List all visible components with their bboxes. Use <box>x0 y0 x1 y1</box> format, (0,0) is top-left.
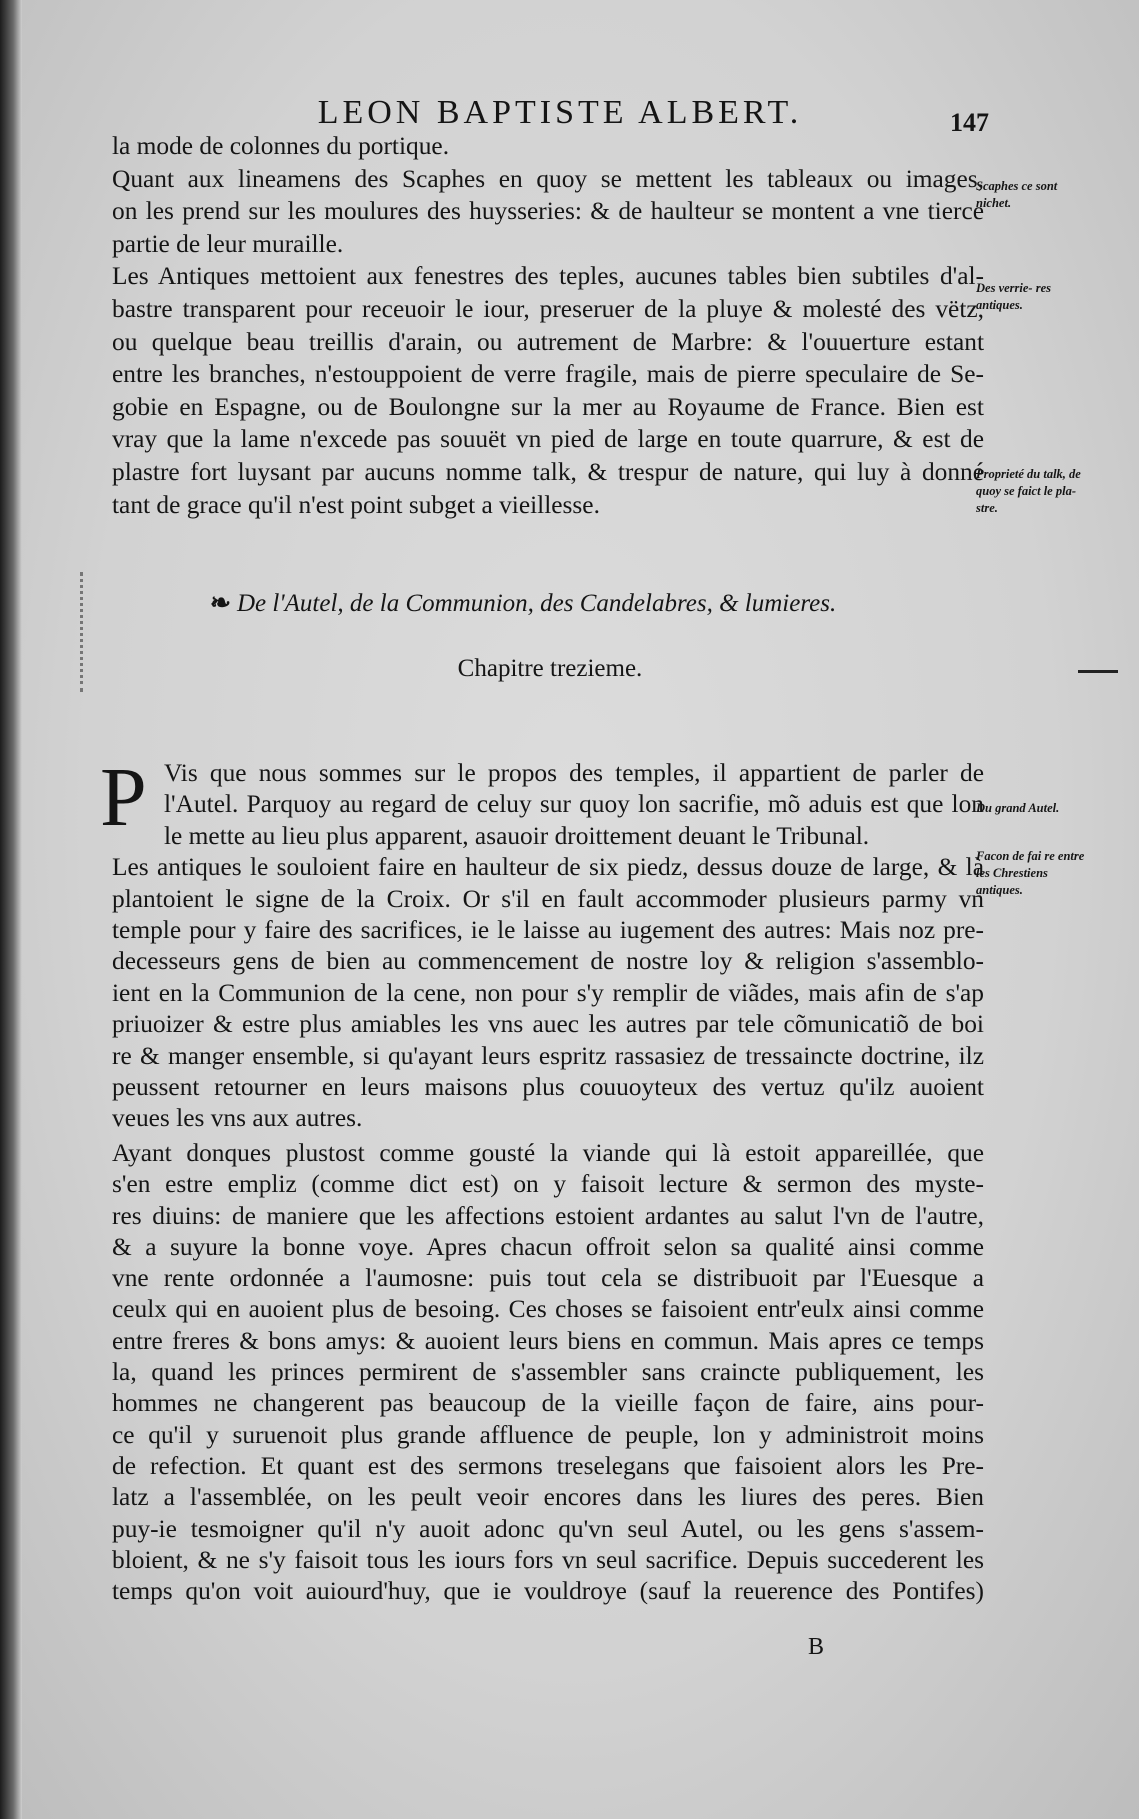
sidenote-facon: Facon de fai re entre les Chrestiens antiques. <box>976 849 1085 897</box>
text-line: la, quand les princes permirent de s'assembler sans craincte publiquement, les <box>112 1358 984 1387</box>
text-line: de refection. Et quant est des sermons treselegans que faisoient alors les Pre- <box>112 1451 984 1480</box>
text-line: vne rente ordonnée a l'aumosne: puis tout cela se distribuoit par l'Euesque a <box>112 1264 984 1293</box>
text-line: puy-ie tesmoigner qu'il n'y auoit adonc qu'vn seul Autel, ou les gens s'assem- <box>112 1514 984 1543</box>
text-line: s'en estre empliz (comme dict est) on y faisoit lecture & sermon des myste- <box>112 1170 984 1199</box>
text-line: Vis que nous sommes sur le propos des temples, il appartient de parler de <box>164 759 984 787</box>
chapter-number: Chapitre trezieme. <box>457 655 643 682</box>
text-line: on les prend sur les moulures des huysseries: & de haulteur se montent a vne tierce <box>112 197 984 226</box>
text-line: Les antiques le souloient faire en haulteur de six piedz, dessus douze de large, & là <box>112 853 984 882</box>
text-line: temps qu'on voit auiourd'huy, que ie vouldroye (sauf la reuerence des Pontifes) <box>112 1577 984 1606</box>
signature-mark: B <box>808 1634 825 1660</box>
paragraph-block-altar <box>112 758 984 1135</box>
sidenote-grand-autel: Du grand Autel. <box>976 801 1060 815</box>
text-line: entre les branches, n'estouppoient de verre fragile, mais de pierre speculaire de Se- <box>112 360 984 389</box>
text-line: decesseurs gens de bien au commencement de nostre loy & religion s'assemblo- <box>112 947 984 976</box>
text-line: ceulx qui en auoient plus de besoing. Ces choses se faisoient entr'eulx ainsi comme <box>112 1295 984 1324</box>
text-line: ce qu'il y suruenoit plus grande affluence de peuple, lon y administroit moins <box>112 1420 984 1449</box>
text-line: re & manger ensemble, si qu'ayant leurs espritz rassasiez de tressaincte doctrine, ilz <box>112 1041 984 1070</box>
paragraph-block-communion <box>112 1138 984 1607</box>
text-line: priuoizer & estre plus amiables les vns auec les autres par tele cõmunicatiõ de boi <box>112 1010 984 1039</box>
text-line: vray que la lame n'excede pas souuët vn pied de large en toute quarrure, & est de <box>112 425 984 454</box>
text-line: Les Antiques mettoient aux fenestres des teples, aucunes tables bien subtiles d'al- <box>112 262 984 291</box>
chapter-title-text: De l'Autel, de la Communion, des Candelabres, & lumieres. <box>236 590 837 617</box>
text-line: gobie en Espagne, ou de Boulongne sur la mer au Royaume de France. Bien est <box>112 392 984 421</box>
text-line: & a suyure la bonne voye. Apres chacun offroit selon sa qualité ainsi comme <box>112 1232 984 1261</box>
binding-gutter <box>0 0 22 1819</box>
text-line: partie de leur muraille. <box>112 229 344 258</box>
running-title: LEON BAPTISTE ALBERT. <box>317 94 803 131</box>
text-line: bastre transparent pour receuoir le iour, preseruer de la pluye & molesté des vëtz, <box>112 294 984 323</box>
text-line: latz a l'assemblée, on les peult veoir encores dans les liures des peres. Bien <box>112 1483 984 1512</box>
text-line: le mette au lieu plus apparent, asauoir droittement deuant le Tribunal. <box>164 821 870 850</box>
text-line: l'Autel. Parquoy au regard de celuy sur quoy lon sacrifie, mõ aduis est que lon <box>164 790 984 819</box>
text-line: veues les vns aux autres. <box>112 1104 363 1133</box>
sidenote-scaphes: Scaphes ce sont nichet. <box>976 179 1058 210</box>
text-line: bloient, & ne s'y faisoit tous les iours fors vn seul sacrifice. Depuis succederent les <box>112 1545 984 1574</box>
sidenote-verrieres: Des verrie- res antiques. <box>976 281 1051 312</box>
text-line: hommes ne changerent pas beaucoup de la vieille façon de faire, ains pour- <box>112 1389 984 1418</box>
page-number: 147 <box>950 108 989 137</box>
text-line: tant de grace qu'il n'est point subget a vieillesse. <box>112 490 600 519</box>
text-line: ient en la Communion de la cene, non pour s'y remplir de viãdes, mais afin de s'ap <box>112 978 984 1007</box>
text-line: Quant aux lineamens des Scaphes en quoy se mettent les tableaux ou images, <box>112 164 984 193</box>
text-line: temple pour y faire des sacrifices, ie le laisse au iugement des autres: Mais noz pre- <box>112 915 984 944</box>
text-line: ou quelque beau treillis d'arain, ou autrement de Marbre: & l'ouuerture estant <box>112 327 984 356</box>
text-line: entre freres & bons amys: & auoient leurs biens en commun. Mais apres ce temps <box>112 1326 984 1355</box>
text-line: Ayant donques plustost comme gousté la viande qui là estoit appareillée, que <box>112 1139 984 1167</box>
text-line: plastre fort luysant par aucuns nomme talk, & trespur de nature, qui luy à donné <box>112 457 984 486</box>
sidenote-talk: Proprieté du talk, de quoy se faict le pla- stre. <box>976 467 1081 515</box>
marginal-ink-mark <box>80 572 193 692</box>
paragraph-block-windows <box>112 130 984 521</box>
fleuron-icon: ❧ <box>210 590 231 617</box>
chapter-title <box>210 588 910 618</box>
text-line: la mode de colonnes du portique. <box>112 132 450 160</box>
drop-cap: P <box>100 751 147 844</box>
text-line: plantoient le signe de la Croix. Or s'il en fault accommoder plusieurs parmy vn <box>112 884 984 913</box>
margin-pointer-mark <box>1078 670 1118 673</box>
text-line: res diuins: de maniere que les affections estoient ardantes au salut l'vn de l'autre, <box>112 1201 984 1230</box>
text-line: peussent retourner en leurs maisons plus couuoyteux des vertuz qu'ilz auoient <box>112 1072 984 1101</box>
